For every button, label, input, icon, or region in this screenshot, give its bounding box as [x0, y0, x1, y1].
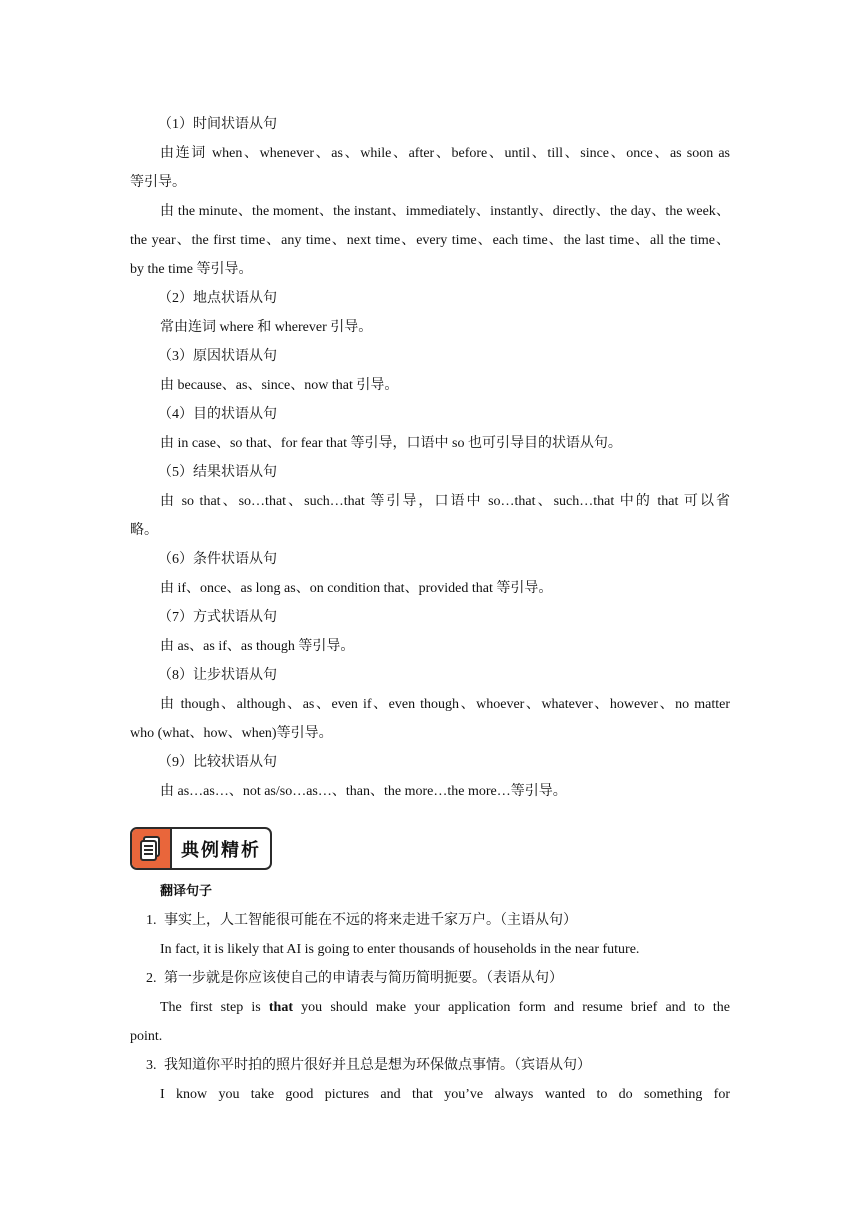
examples-section: [130, 877, 730, 1109]
document-list-icon: [132, 829, 172, 868]
clause-heading-reason: （3）原因状语从句: [158, 349, 277, 364]
banner-label: 典例精析: [181, 839, 261, 861]
examples-title: 翻译句子: [160, 884, 213, 899]
example-answer-2: [130, 993, 730, 1022]
example-number-2: 2.: [146, 971, 157, 986]
example-question-text-2: 第一步就是你应该使自己的申请表与简历简明扼要。（表语从句）: [164, 971, 563, 986]
example-question-1: [130, 906, 730, 935]
clause-body-concession-cont: who (what、how、when)等引导。: [130, 726, 333, 741]
clause-body-place: 常由连词 where 和 wherever 引导。: [160, 320, 373, 335]
example-number-1: 1.: [146, 913, 157, 928]
clause-heading-time: （1）时间状语从句: [158, 117, 277, 132]
clause-heading-place: （2）地点状语从句: [158, 291, 277, 306]
clause-body-concession: 由 though、although、as、even if、even though、whoever、whatever、however、no matter: [160, 697, 730, 712]
clause-extra-time-end: by the time 等引导。: [130, 262, 253, 277]
clause-body-manner: 由 as、as if、as though 等引导。: [160, 639, 355, 654]
section-banner: [130, 827, 272, 870]
example-answer-1: In fact, it is likely that AI is going to enter thousands of households in the near future.: [160, 942, 640, 957]
clause-body-time-cont: 等引导。: [130, 175, 186, 190]
clause-body-purpose: 由 in case、so that、for fear that 等引导，口语中 so 也可引导目的状语从句。: [160, 436, 622, 451]
clause-body-result: 由 so that、so…that、such…that 等引导，口语中 so…that、such…that 中的 that 可以省: [160, 494, 730, 509]
clause-list: [130, 110, 730, 806]
clause-heading-concession: （8）让步状语从句: [158, 668, 277, 683]
example-answer-3: I know you take good pictures and that you’ve always wanted to do something for: [160, 1087, 730, 1102]
clause-heading-comparison: （9）比较状语从句: [158, 755, 277, 770]
example-question-2: [130, 964, 730, 993]
clause-heading-result: （5）结果状语从句: [158, 465, 277, 480]
example-question-text-1: 事实上，人工智能很可能在不远的将来走进千家万户。（主语从句）: [164, 913, 577, 928]
example-question-text-3: 我知道你平时拍的照片很好并且总是想为环保做点事情。（宾语从句）: [164, 1058, 591, 1073]
clause-body-condition: 由 if、once、as long as、on condition that、provided that 等引导。: [160, 581, 553, 596]
example-answer-2-bold: that: [268, 1000, 293, 1015]
clause-extra-time: 由 the minute、the moment、the instant、immediately、instantly、directly、the day、the week、: [160, 204, 730, 219]
clause-heading-condition: （6）条件状语从句: [158, 552, 277, 567]
example-answer-2-pre: The first step is: [160, 1000, 269, 1015]
clause-body-comparison: 由 as…as…、not as/so…as…、than、the more…the more…等引导。: [160, 784, 567, 799]
example-answer-2-post: you should make your application form and resume brief and to the: [293, 1000, 730, 1015]
example-number-3: 3.: [146, 1058, 157, 1073]
example-answer-2-cont: point.: [130, 1029, 163, 1044]
clause-body-result-cont: 略。: [130, 523, 158, 538]
clause-heading-manner: （7）方式状语从句: [158, 610, 277, 625]
example-question-3: [130, 1051, 730, 1080]
clause-heading-purpose: （4）目的状语从句: [158, 407, 277, 422]
clause-extra-time-cont: the year、the first time、any time、next time、every time、each time、the last time、all the time、: [130, 233, 730, 248]
clause-body-reason: 由 because、as、since、now that 引导。: [160, 378, 399, 393]
clause-body-time: 由连词 when、whenever、as、while、after、before、until、till、since、once、as soon as: [160, 146, 730, 161]
